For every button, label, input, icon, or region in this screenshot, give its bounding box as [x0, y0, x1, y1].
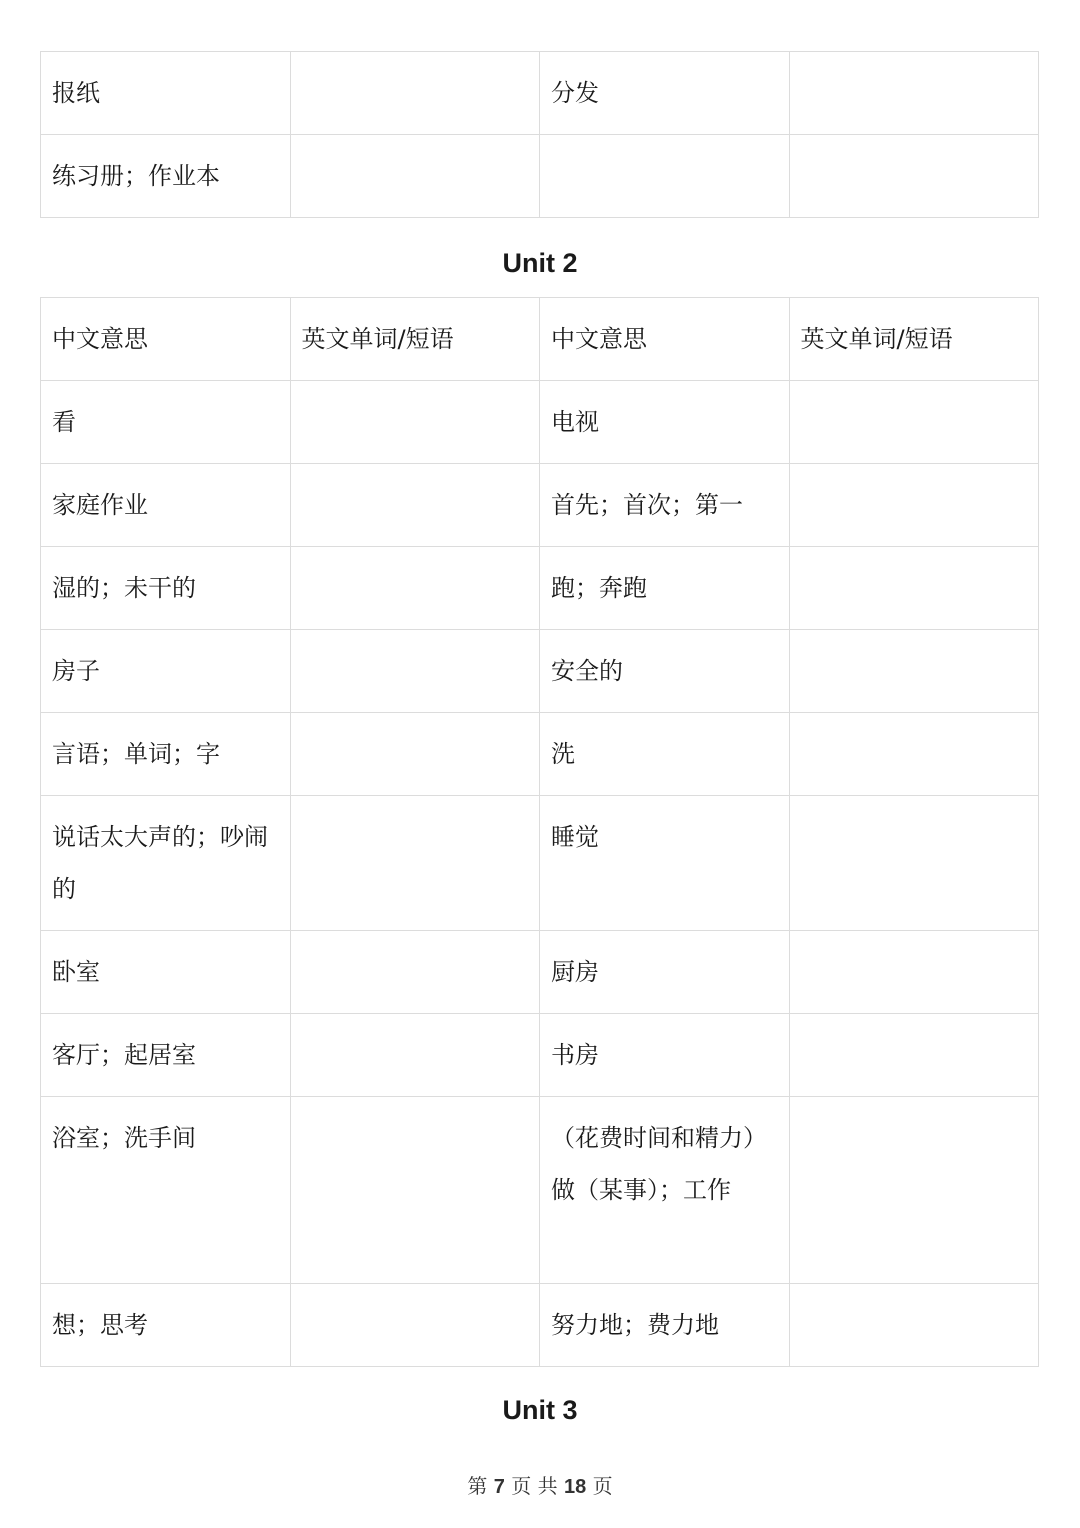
cn-cell: 报纸: [41, 52, 291, 135]
en-answer-cell: [789, 1097, 1039, 1284]
cn-cell: 想；思考: [41, 1284, 291, 1367]
table-row: [41, 630, 1039, 713]
en-answer-cell: [290, 1284, 540, 1367]
en-answer-cell: [789, 547, 1039, 630]
column-header: 中文意思: [540, 298, 790, 381]
cn-cell: 书房: [540, 1014, 790, 1097]
en-answer-cell: [789, 381, 1039, 464]
page-footer: [0, 1471, 1080, 1502]
table-row: [41, 1097, 1039, 1284]
table-row: [41, 796, 1039, 931]
cn-cell: 看: [41, 381, 291, 464]
cn-cell: [540, 135, 790, 218]
cn-cell: 房子: [41, 630, 291, 713]
en-answer-cell: [789, 135, 1039, 218]
en-answer-cell: [290, 381, 540, 464]
cn-cell: 家庭作业: [41, 464, 291, 547]
cn-cell: 睡觉: [540, 796, 790, 931]
table-row: [41, 713, 1039, 796]
en-answer-cell: [789, 931, 1039, 1014]
cn-cell: 安全的: [540, 630, 790, 713]
cn-cell: 客厅；起居室: [41, 1014, 291, 1097]
en-answer-cell: [290, 52, 540, 135]
table-row: [41, 1284, 1039, 1367]
en-answer-cell: [789, 52, 1039, 135]
table-row: [41, 547, 1039, 630]
column-header: 英文单词/短语: [789, 298, 1039, 381]
table-row: [41, 931, 1039, 1014]
en-answer-cell: [290, 931, 540, 1014]
table-row: [41, 135, 1039, 218]
en-answer-cell: [290, 1014, 540, 1097]
en-answer-cell: [290, 135, 540, 218]
en-answer-cell: [290, 630, 540, 713]
vocab-table-unit-2: [40, 297, 1039, 1367]
en-answer-cell: [789, 1014, 1039, 1097]
footer-middle: 页 共: [511, 1474, 558, 1498]
en-answer-cell: [290, 464, 540, 547]
table-row: [41, 1014, 1039, 1097]
cn-cell: 努力地；费力地: [540, 1284, 790, 1367]
unit-3-heading: Unit 3: [502, 1395, 578, 1425]
unit-2-heading: Unit 2: [502, 248, 578, 278]
table-row: [41, 52, 1039, 135]
cn-cell: 厨房: [540, 931, 790, 1014]
cn-cell: 卧室: [41, 931, 291, 1014]
cn-cell: 电视: [540, 381, 790, 464]
column-header: 中文意思: [41, 298, 291, 381]
total-pages: 18: [563, 1476, 587, 1498]
en-answer-cell: [290, 713, 540, 796]
cn-cell: 说话太大声的；吵闹的: [41, 796, 291, 931]
cn-cell: 分发: [540, 52, 790, 135]
vocab-table-top: [40, 51, 1039, 218]
en-answer-cell: [789, 713, 1039, 796]
cn-cell: （花费时间和精力）做（某事）；工作: [540, 1097, 790, 1284]
column-header: 英文单词/短语: [290, 298, 540, 381]
cn-cell: 跑；奔跑: [540, 547, 790, 630]
en-answer-cell: [789, 796, 1039, 931]
table-row: [41, 381, 1039, 464]
table-header-row: [41, 298, 1039, 381]
cn-cell: 练习册；作业本: [41, 135, 291, 218]
cn-cell: 洗: [540, 713, 790, 796]
cn-cell: 浴室；洗手间: [41, 1097, 291, 1284]
en-answer-cell: [290, 796, 540, 931]
cn-cell: 湿的；未干的: [41, 547, 291, 630]
en-answer-cell: [789, 630, 1039, 713]
en-answer-cell: [290, 547, 540, 630]
table-row: [41, 464, 1039, 547]
en-answer-cell: [789, 1284, 1039, 1367]
cn-cell: 首先；首次；第一: [540, 464, 790, 547]
page-number: 7: [493, 1476, 505, 1498]
cn-cell: 言语；单词；字: [41, 713, 291, 796]
footer-suffix: 页: [592, 1474, 613, 1498]
en-answer-cell: [290, 1097, 540, 1284]
footer-prefix: 第: [467, 1474, 488, 1498]
en-answer-cell: [789, 464, 1039, 547]
